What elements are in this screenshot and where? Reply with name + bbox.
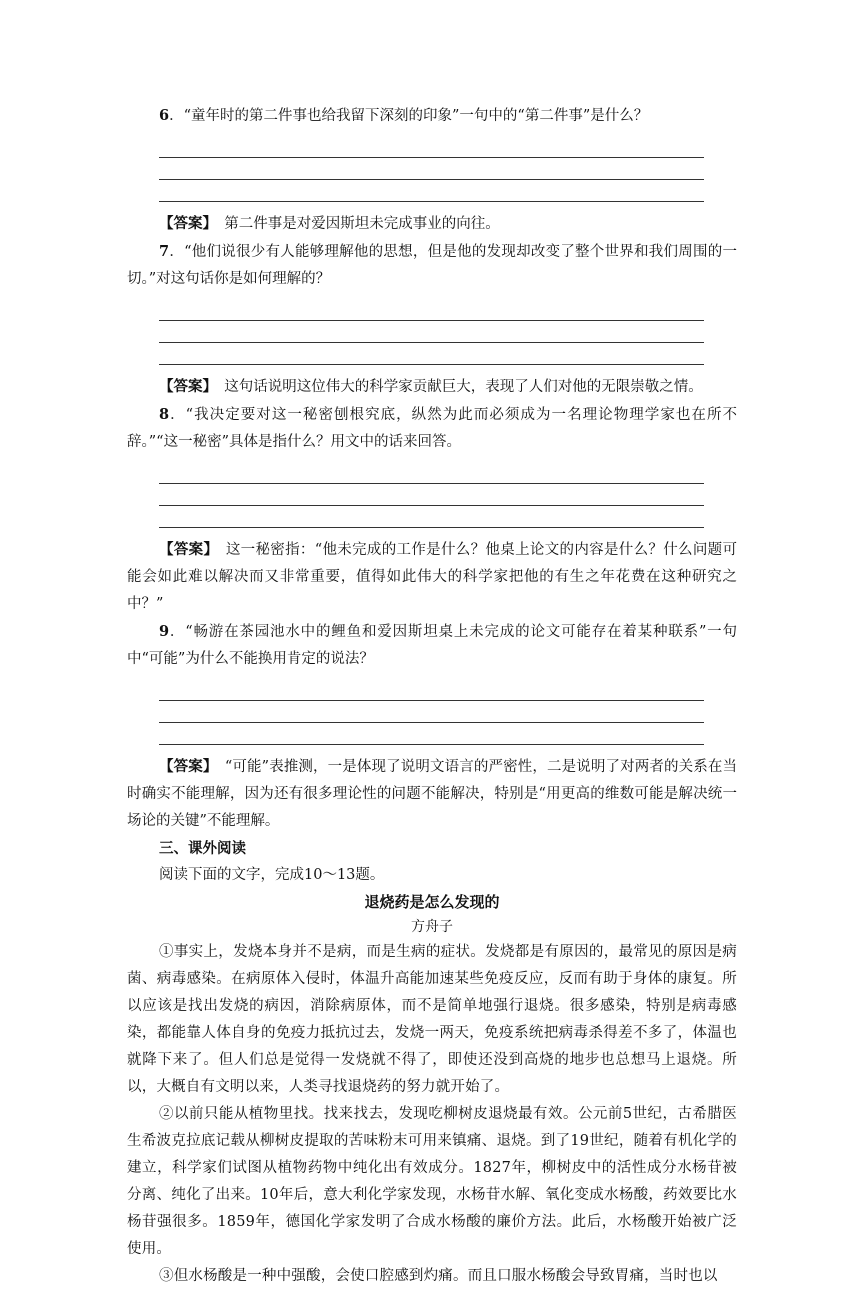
answer-tag: 【答案】 — [159, 758, 211, 775]
passage-author: 方舟子 — [411, 919, 453, 935]
answer-line[interactable] — [159, 299, 704, 321]
answer-line[interactable] — [159, 723, 704, 745]
question-7 — [127, 238, 737, 293]
answer-text: 这一秘密指：“他未完成的工作是什么？他桌上论文的内容是什么？什么问题可能会如此难以解决而又非常重要，值得如此伟大的科学家把他的有生之年花费在这种研究之中？” — [127, 542, 737, 612]
answer-line[interactable] — [159, 701, 704, 723]
answer-lines — [127, 136, 737, 202]
answer-tag: 【答案】 — [159, 215, 210, 232]
question-text: ．“畅游在茶园池水中的鲤鱼和爱因斯坦桌上未完成的论文可能存在着某种联系”一句中“可能”为什么不能换用肯定的说法？ — [127, 624, 737, 667]
answer-lines — [127, 462, 737, 528]
answer-line[interactable] — [159, 321, 704, 343]
passage-body — [127, 939, 737, 1290]
answer-text: 第二件事是对爱因斯坦未完成事业的向往。 — [209, 216, 500, 232]
passage-paragraph: ②以前只能从植物里找。找来找去，发现吃柳树皮退烧最有效。公元前5世纪，古希腊医生希波克拉底记载从柳树皮提取的苦味粉末可用来镇痛、退烧。到了19世纪，随着有机化学的建立，科学家们试图从植物药物中纯化出有效成分。1827年，柳树皮中的活性成分水杨苷被分离、纯化了出来。10年后，意大利化学家发现，水杨苷水解、氧化变成水杨酸，药效要比水杨苷强很多。1859年，德国化学家发明了合成水杨酸的廉价方法。此后，水杨酸开始被广泛使用。 — [127, 1106, 737, 1257]
answer-tag: 【答案】 — [159, 378, 210, 395]
passage-paragraph: ①事实上，发烧本身并不是病，而是生病的症状。发烧都是有原因的，最常见的原因是病菌、病毒感染。在病原体入侵时，体温升高能加速某些免疫反应，反而有助于身体的康复。所以应该是找出发烧的病因，消除病原体，而不是简单地强行退烧。很多感染，特别是病毒感染，都能靠人体自身的免疫力抵抗过去，发烧一两天，免疫系统把病毒杀得差不多了，体温也就降下来了。但人们总是觉得一发烧就不得了，即使还没到高烧的地步也总想马上退烧。所以，大概自有文明以来，人类寻找退烧药的努力就开始了。 — [127, 944, 737, 1095]
section-heading: 三、课外阅读 — [159, 840, 246, 857]
answer-6 — [127, 210, 737, 238]
passage-title: 退烧药是怎么发现的 — [364, 893, 500, 911]
question-6 — [127, 102, 737, 130]
answer-lines — [127, 299, 737, 365]
answer-text: 这句话说明这位伟大的科学家贡献巨大，表现了人们对他的无限崇敬之情。 — [209, 379, 703, 395]
question-text: ．“童年时的第二件事也给我留下深刻的印象”一句中的“第二件事”是什么？ — [169, 108, 649, 124]
answer-8 — [127, 536, 737, 618]
question-number: 8 — [159, 406, 170, 423]
answer-line[interactable] — [159, 343, 704, 365]
answer-line[interactable] — [159, 136, 704, 158]
answer-line[interactable] — [159, 158, 704, 180]
question-text: ．“我决定要对这一秘密刨根究底，纵然为此而必须成为一名理论物理学家也在所不辞。”“这一秘密”具体是指什么？用文中的话来回答。 — [127, 407, 737, 450]
answer-line[interactable] — [159, 679, 704, 701]
question-text: ．“他们说很少有人能够理解他的思想，但是他的发现却改变了整个世界和我们周围的一切。”对这句话你是如何理解的？ — [127, 244, 737, 287]
question-9 — [127, 618, 737, 673]
document-content — [127, 102, 737, 1290]
question-number: 9 — [159, 623, 170, 640]
question-number: 6 — [159, 107, 170, 124]
answer-9 — [127, 753, 737, 835]
passage-paragraph: ③但水杨酸是一种中强酸，会使口腔感到灼痛。而且口服水杨酸会导致胃痛，当时也以 — [159, 1268, 718, 1284]
answer-line[interactable] — [159, 484, 704, 506]
answer-line[interactable] — [159, 180, 704, 202]
answer-7 — [127, 373, 737, 401]
answer-line[interactable] — [159, 506, 704, 528]
answer-tag: 【答案】 — [159, 541, 212, 558]
section-instruction: 阅读下面的文字，完成10～13题。 — [159, 867, 385, 883]
answer-line[interactable] — [159, 462, 704, 484]
answer-text: “可能”表推测，一是体现了说明文语言的严密性，二是说明了对两者的关系在当时确实不能理解，因为还有很多理论性的问题不能解决，特别是“用更高的维数可能是解决统一场论的关键”不能理解。 — [127, 759, 738, 829]
question-8 — [127, 401, 737, 456]
answer-lines — [127, 679, 737, 745]
question-number: 7 — [159, 243, 170, 260]
